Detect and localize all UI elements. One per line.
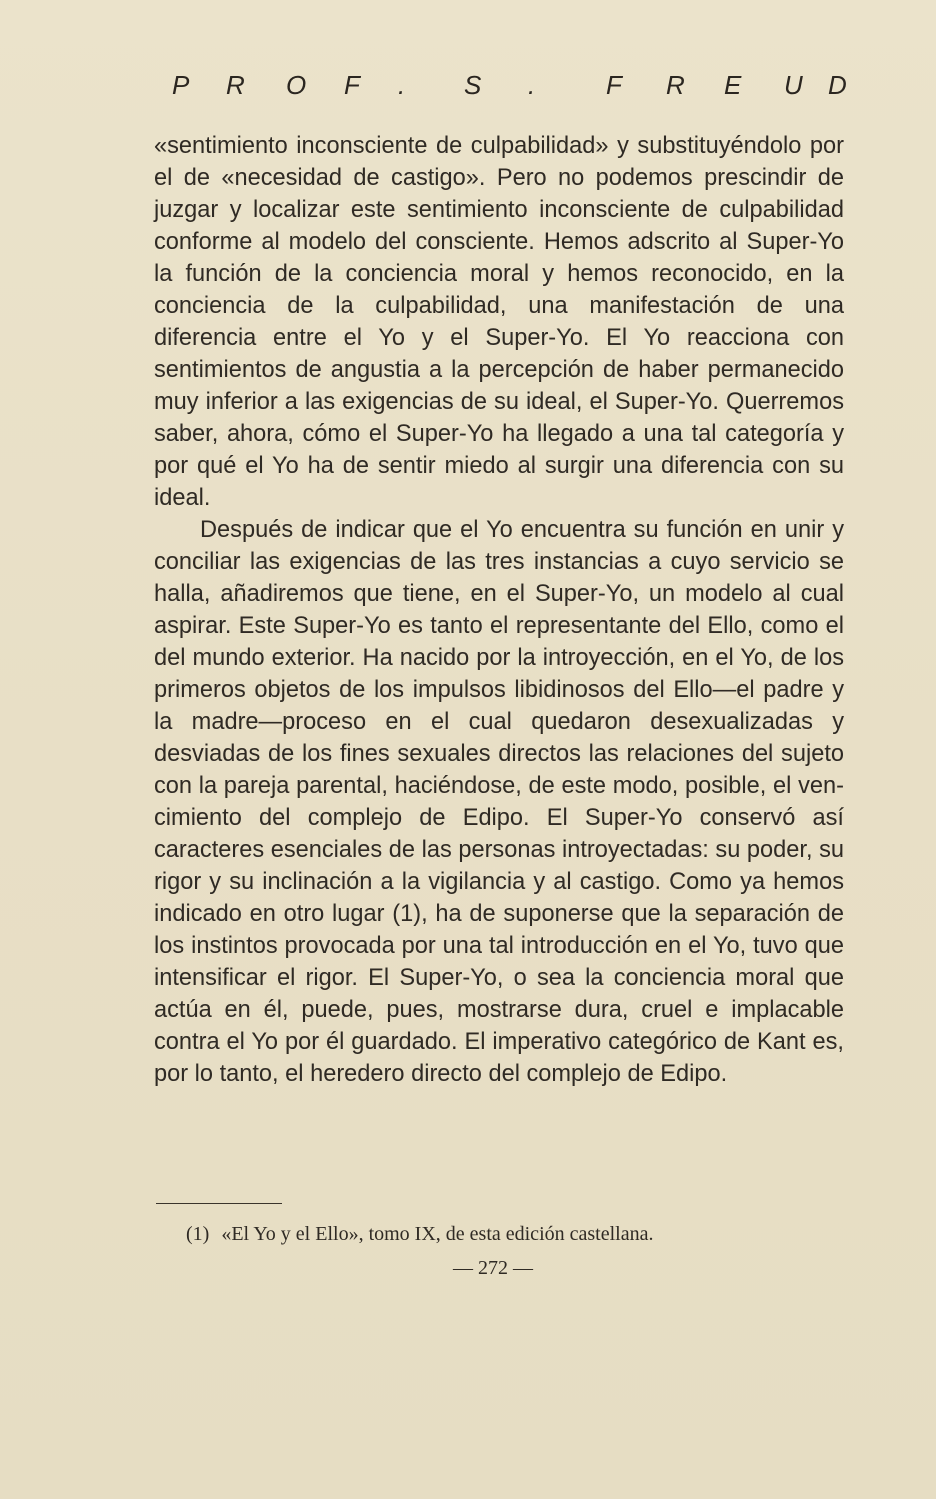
paragraph: «sentimiento inconsciente de culpabilidad» y substituyéndolo por el de «necesidad de castigo». Pero no podemos prescindir de juzgar y localizar este sentimiento inconsciente de culpabilidad conforme al modelo del consciente. Hemos adscrito al Super-Yo la función de la conciencia moral y hemos reconocido, en la conciencia de la culpabilidad, una manifestación de una diferencia entre el Yo y el Super-Yo. El Yo reacciona con sentimientos de angustia a la percepción de haber permanecido muy inferior a las exigencias de su ideal, el Super-Yo. Querremos saber, ahora, cómo el Super-Yo ha llegado a una tal categoría y por qué el Yo ha de sentir miedo al surgir una diferencia con su ideal.	[154, 133, 844, 511]
running-head-letter: F	[344, 70, 362, 100]
running-head-letter: P	[172, 70, 192, 100]
running-head-letter: .	[528, 70, 538, 100]
main-text	[154, 130, 844, 1090]
paragraph: Después de indicar que el Yo encuentra su función en unir y conciliar las exigencias de las tres instancias a cuyo servicio se halla, añadiremos que tiene, en el Super-Yo, un modelo al cual aspirar. Este Super-Yo es tanto el representante del Ello, como el del mundo exterior. Ha nacido por la introyección, en el Yo, de los primeros objetos de los impulsos libidinosos del Ello—el padre y la madre—proceso en el cual quedaron desexualizadas y desviadas de los fines sexuales directos las relaciones del sujeto con la pareja parental, haciéndose, de este modo, posible, el vencimiento del complejo de Edipo. El Super-Yo conservó así caracteres esenciales de las personas introyectadas: su poder, su rigor y su inclinación a la vigilancia y al castigo. Como ya hemos indicado en otro lugar (1), ha de suponerse que la separación de los instintos provocada por una tal introducción en el Yo, tuvo que intensificar el rigor. El Super-Yo, o sea la conciencia moral que actúa en él, puede, pues, mostrarse dura, cruel e implacable contra el Yo por él guardado. El imperativo categórico de Kant es, por lo tanto, el heredero directo del complejo de Edipo.	[154, 517, 844, 1087]
running-head-letter: O	[286, 70, 309, 100]
running-head-letter: U	[784, 70, 805, 100]
running-head-letter: .	[398, 70, 408, 100]
running-head-letter: D	[828, 70, 849, 100]
running-head-letter: F	[606, 70, 624, 100]
running-head-letter: S	[464, 70, 484, 100]
running-head-letter: E	[724, 70, 744, 100]
running-head-letter: R	[666, 70, 687, 100]
footnote-marker: (1)	[186, 1223, 210, 1245]
running-head-letter: R	[226, 70, 247, 100]
page-number: — 272 —	[453, 1257, 533, 1279]
footnote-text: «El Yo y el Ello», tomo IX, de esta edición castellana.	[221, 1223, 654, 1245]
footnote-rule	[156, 1203, 282, 1204]
footnote	[186, 1221, 826, 1247]
